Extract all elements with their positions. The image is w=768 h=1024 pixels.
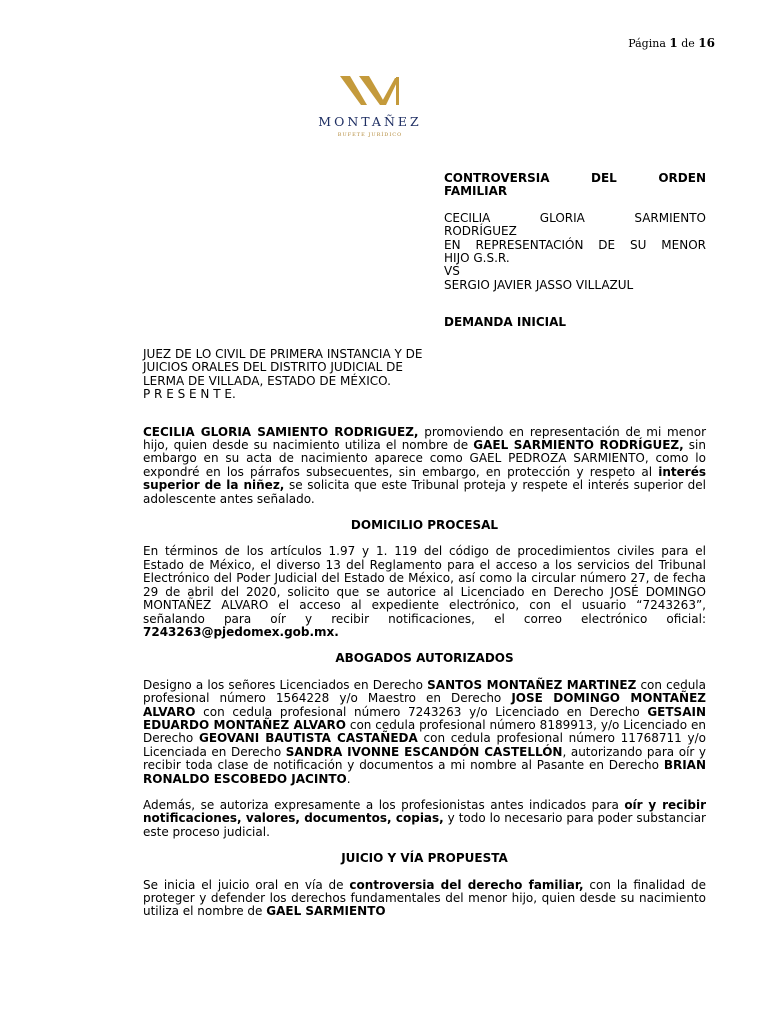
juicio-bold: controversia del derecho familiar, — [349, 877, 584, 892]
domicilio-text: En términos de los artículos 1.97 y 1. 119 del código de procedimientos civiles para el Estado de México, el diverso 13 del Reglamento para el acceso a los servicios del Tribunal Electrónico del Poder Judicial del Estado de México, así como la circular número 27, de fecha 29 de abril del 2020, solicito que se autorice al Licenciado en Derecho JOSÉ DOMINGO MONTAÑEZ ALVARO el acceso al expediente electrónico, con el usuario “7243263”, señalando para oír y recibir notificaciones, el correo electrónico oficial: — [143, 544, 706, 626]
intro-text-3: se solicita que este Tribunal proteja y respete el interés superior del adolescente antes señalado. — [143, 478, 706, 506]
lawyer-2: JOSE DOMINGO MONTAÑEZ ALVARO — [143, 691, 706, 719]
abogados-text-1: Designo a los señores Licenciados en Derecho — [143, 677, 428, 692]
domicilio-paragraph — [143, 545, 706, 639]
abogados-text-4: con cedula profesional número 8189913, y/o Licenciado en Derecho — [143, 717, 706, 746]
lawyer-3: GETSAIN EDUARDO MONTAÑEZ ALVARO — [143, 704, 706, 732]
ademas-text-2: y todo lo necesario para poder substanciar este proceso judicial. — [143, 811, 706, 839]
abogados-text-5: con cedula profesional número 11768711 y/o Licenciada en Derecho — [143, 731, 706, 759]
versus: VS — [444, 264, 460, 279]
abogados-text-3: con cedula profesional número 7243263 y/o Licenciado en Derecho — [195, 704, 648, 719]
case-caption — [444, 172, 706, 330]
case-type-line-2: FAMILIAR — [444, 184, 508, 199]
page-current: 1 — [669, 36, 678, 50]
ademas-paragraph — [143, 799, 706, 839]
addressee-line-4: P R E S E N T E. — [143, 387, 236, 402]
page-total: 16 — [698, 36, 715, 50]
plaintiff-line-2: RODRÍGUEZ — [444, 224, 517, 239]
abogados-text-7: . — [346, 771, 351, 786]
document-body — [143, 348, 706, 919]
heading-domicilio: DOMICILIO PROCESAL — [350, 518, 499, 533]
document-title: DEMANDA INICIAL — [444, 315, 567, 330]
defendant: SERGIO JAVIER JASSO VILLAZUL — [444, 277, 634, 292]
firm-tagline: BUFETE JURÍDICO — [337, 132, 403, 138]
juicio-minor-name: GAEL SARMIENTO — [266, 904, 386, 919]
case-type-line-1: CONTROVERSIA DEL ORDEN — [444, 171, 706, 185]
plaintiff-line-1: CECILIA GLORIA SARMIENTO — [444, 210, 706, 225]
addressee-line-1: JUEZ DE LO CIVIL DE PRIMERA INSTANCIA Y DE — [143, 347, 423, 361]
juicio-text-1: Se inicia el juicio oral en vía de — [143, 877, 350, 892]
firm-logo — [304, 74, 436, 154]
page-sep: de — [681, 37, 695, 50]
plaintiff-line-3: EN REPRESENTACIÓN DE SU MENOR — [444, 237, 706, 252]
double-m-logo-icon — [337, 74, 403, 108]
minor-name: GAEL SARMIENTO RODRÍGUEZ, — [473, 438, 684, 453]
addressee-line-2: JUICIOS ORALES DEL DISTRITO JUDICIAL DE — [143, 360, 403, 375]
abogados-text-6: , autorizando para oír y recibir toda clase de notificación y documentos a mi nombre al Pasante en Derecho — [143, 744, 707, 773]
juicio-text-2: con la finalidad de proteger y defender los derechos fundamentales del menor hijo, quien desde su nacimiento utiliza el nombre de — [143, 877, 706, 919]
intern-name: BRIAN RONALDO ESCOBEDO JACINTO — [143, 758, 706, 786]
plaintiff-name: CECILIA GLORIA SAMIENTO RODRIGUEZ, — [143, 424, 419, 439]
lawyer-4: GEOVANI BAUTISTA CASTAÑEDA — [198, 731, 418, 746]
addressee-line-3: LERMA DE VILLADA, ESTADO DE MÉXICO. — [143, 373, 391, 388]
lawyer-1: SANTOS MONTAÑEZ MARTINEZ — [427, 677, 637, 692]
abogados-paragraph — [143, 679, 706, 786]
heading-abogados: ABOGADOS AUTORIZADOS — [335, 651, 514, 666]
heading-juicio: JUICIO Y VÍA PROPUESTA — [341, 851, 508, 866]
abogados-text-2: con cedula profesional número 1564228 y/o Maestro en Derecho — [143, 677, 706, 706]
plaintiff-line-4: HIJO G.S.R. — [444, 251, 510, 266]
juicio-paragraph — [143, 879, 706, 919]
lawyer-5: SANDRA IVONNE ESCANDÓN CASTELLÓN — [285, 744, 563, 759]
intro-text-1: promoviendo en representación de mi menor hijo, quien desde su nacimiento utiliza el nombre de — [143, 424, 707, 453]
intro-text-2: sin embargo en su acta de nacimiento aparece como GAEL PEDROZA SARMIENTO, como lo expondré en los párrafos subsecuentes, sin embargo, en protección y respeto al — [143, 438, 706, 479]
page-prefix: Página — [628, 37, 666, 50]
official-email: 7243263@pjedomex.gob.mx. — [143, 624, 339, 639]
firm-name: MONTAÑEZ — [318, 114, 422, 129]
page-number — [628, 36, 715, 50]
ademas-bold: oír y recibir notificaciones, valores, documentos, copias, — [143, 797, 706, 826]
best-interest: interés superior de la niñez, — [143, 464, 706, 493]
addressee — [143, 348, 473, 402]
ademas-text-1: Además, se autoriza expresamente a los profesionistas antes indicados para — [143, 797, 625, 812]
intro-paragraph — [143, 426, 706, 506]
